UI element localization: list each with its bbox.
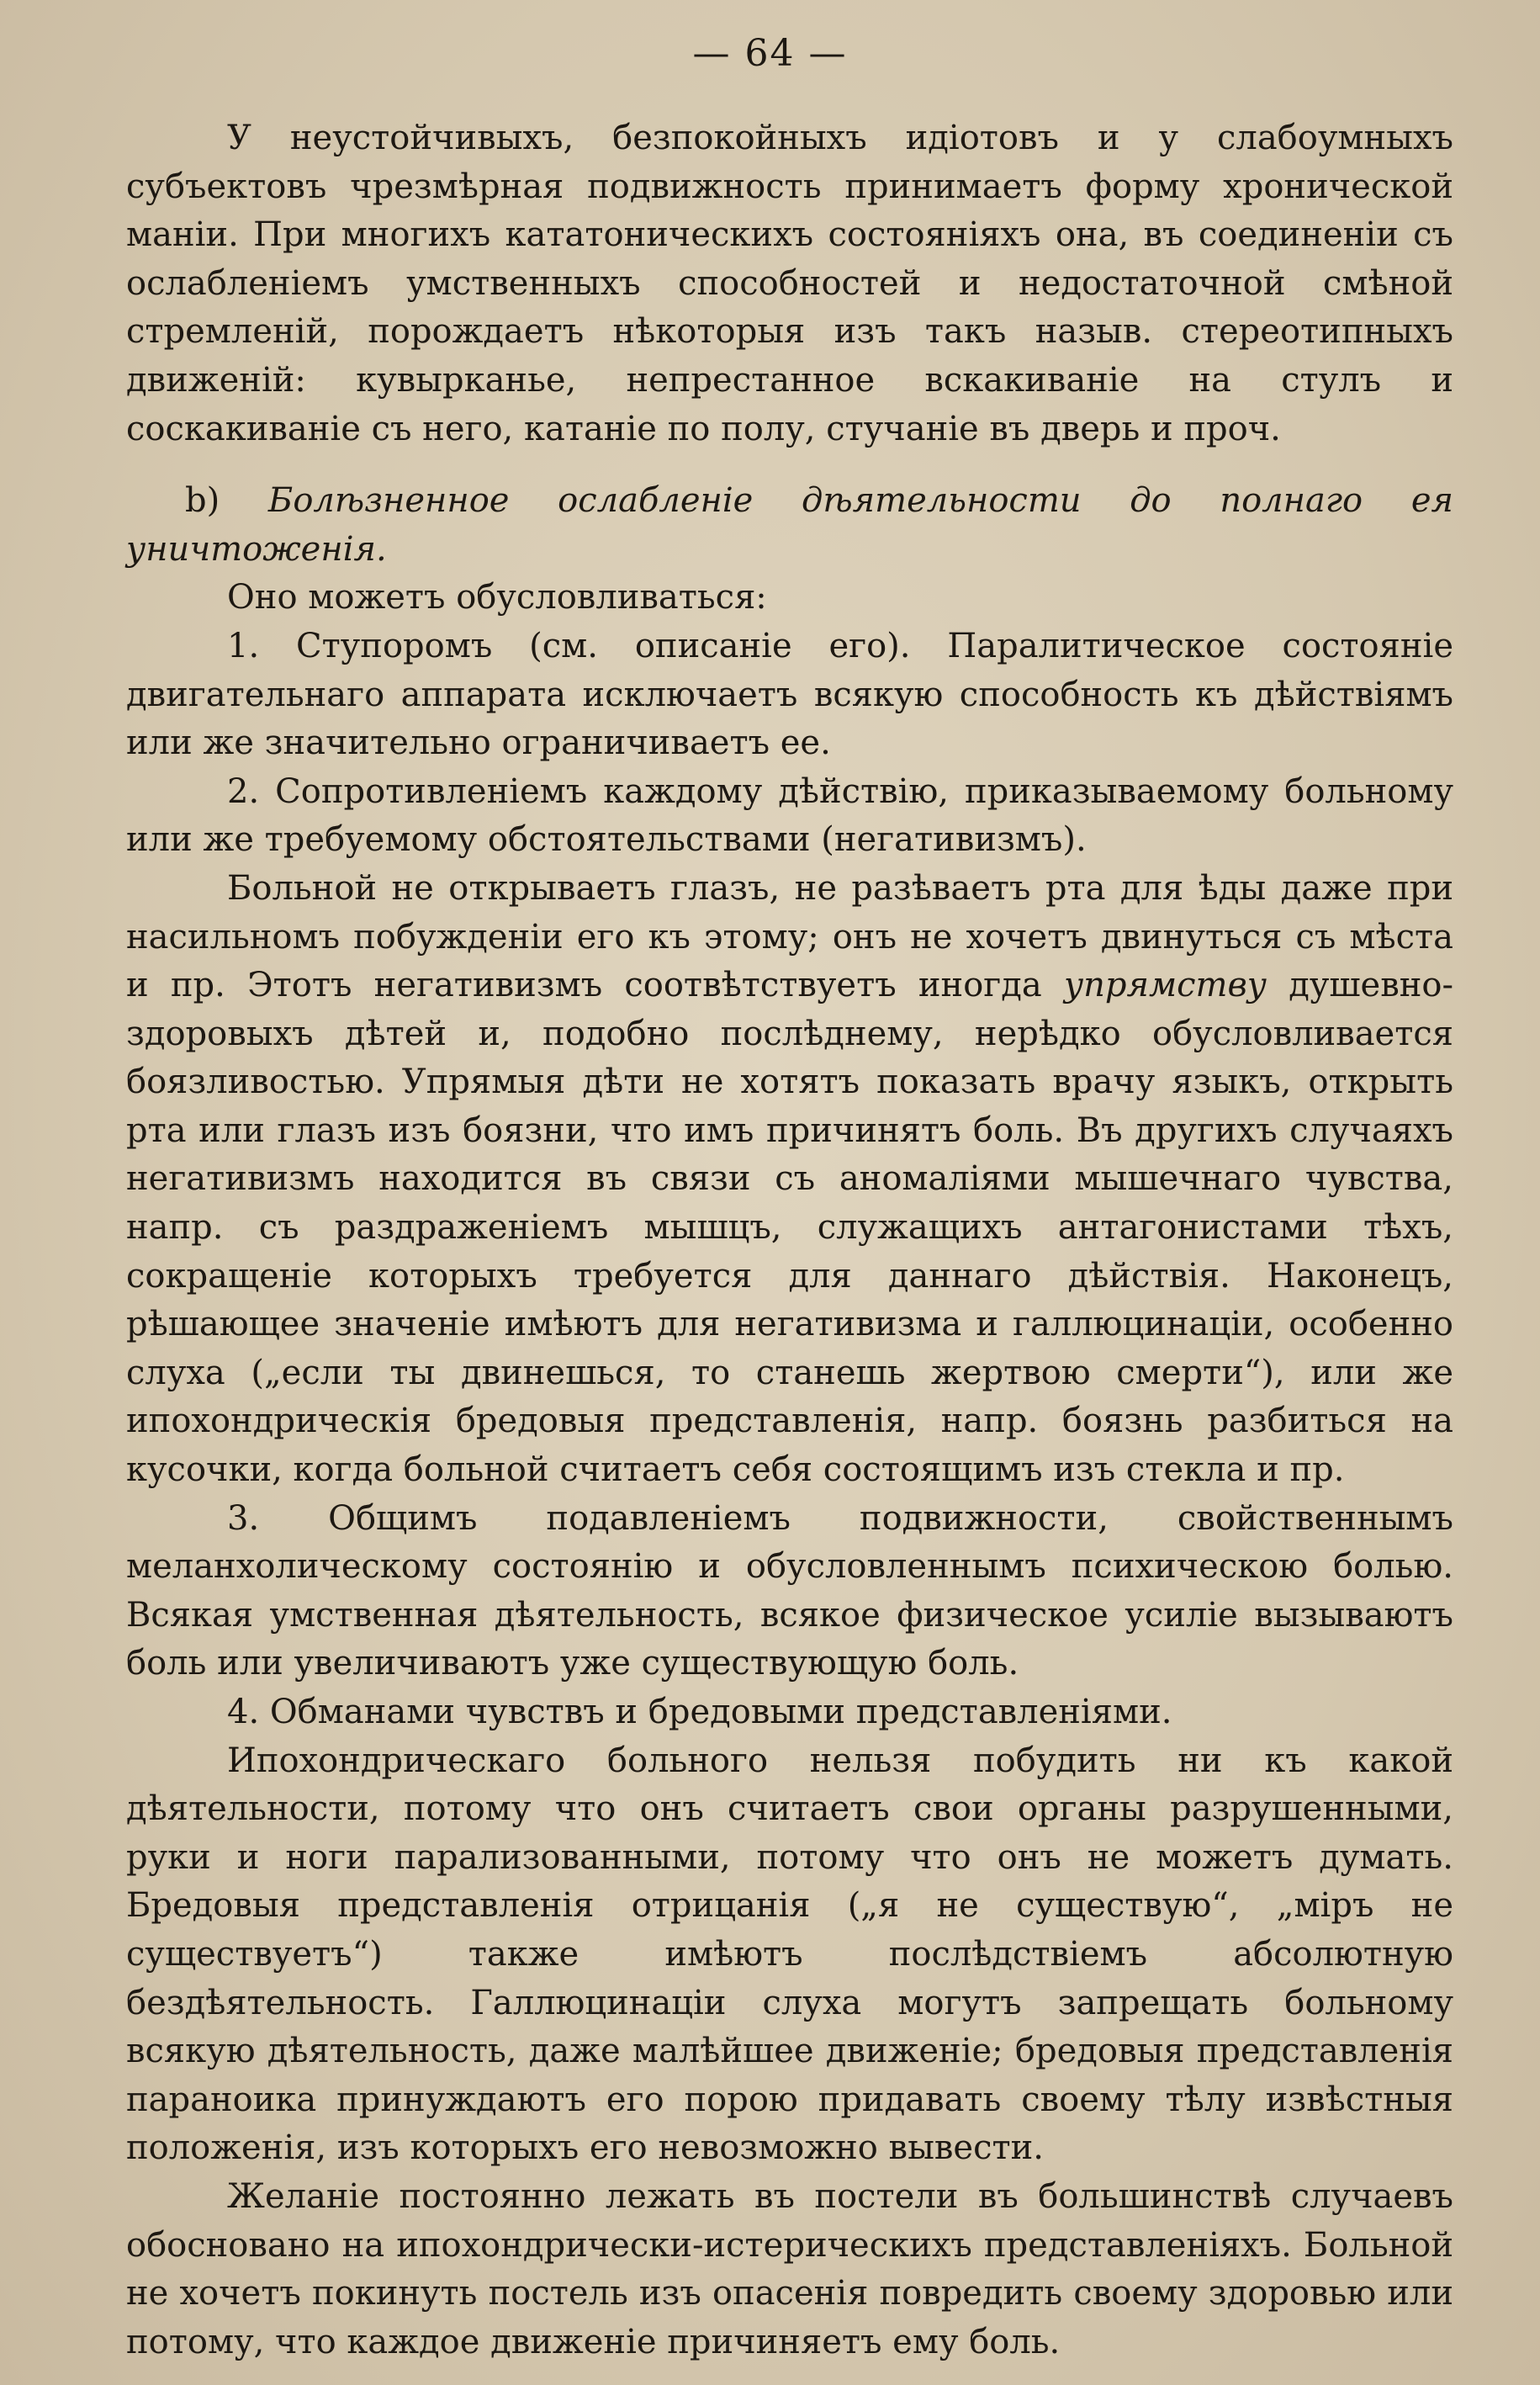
page-number: — 64 —: [692, 32, 848, 75]
section-marker: b): [185, 481, 220, 521]
list-item-stupor: 1. Ступоромъ (см. описаніе его). Паралитическое состояніе двигательнаго аппарата исключаетъ всякую способность къ дѣйствіямъ или же значительно ограничиваетъ ее.: [126, 626, 1453, 763]
paragraph-intro: Оно можетъ обусловливаться:: [227, 578, 767, 617]
list-item-depression: 3. Общимъ подавленіемъ подвижности, свойственнымъ меланхолическому состоянію и обусловленнымъ психическою болью. Всякая умственная дѣятельность, всякое физическое усиліе вызываютъ боль или увеличиваютъ уже существующую боль.: [126, 1498, 1453, 1683]
page-body: [126, 114, 1453, 2366]
paragraph-negativism: [126, 865, 1453, 1495]
paragraph-hypochondriac: Ипохондрическаго больного нельзя побудить ни къ какой дѣятельности, потому что онъ считаетъ свои органы разрушенными, руки и ноги парализованными, потому что онъ не можетъ думать. Бредовыя представленія отрицанія („я не существую“, „міръ не существуетъ“) также имѣютъ послѣдствіемъ абсолютную бездѣятельность. Галлюцинаціи слуха могутъ запрещать больному всякую дѣятельность, даже малѣйшее движеніе; бредовыя представленія параноика принуждаютъ его порою придавать своему тѣлу извѣстныя положенія, изъ которыхъ его невозможно вывести.: [126, 1741, 1453, 2168]
section-heading: [126, 477, 1453, 574]
negativism-emphasis: упрямству: [1063, 966, 1267, 1005]
paragraph-mania: У неустойчивыхъ, безпокойныхъ идіотовъ и у слабоумныхъ субъектовъ чрезмѣрная подвижность принимаетъ форму хронической маніи. При многихъ кататоническихъ состояніяхъ она, въ соединеніи съ ослабленіемъ умственныхъ способностей и недостаточной смѣной стремленій, порождаетъ нѣкоторыя изъ такъ назыв. стереотипныхъ движеній: кувырканье, непрестанное вскакиваніе на стулъ и соскакиваніе съ него, катаніе по полу, стучаніе въ дверь и проч.: [126, 119, 1453, 448]
list-item-delusions: 4. Обманами чувствъ и бредовыми представленіями.: [227, 1693, 1172, 1731]
negativism-text-after: душевно-здоровыхъ дѣтей и, подобно послѣднему, нерѣдко обусловливается боязливостью. Упрямыя дѣти не хотятъ показать врачу языкъ, открыть рта или глазъ изъ боязни, что имъ причинятъ боль. Въ другихъ случаяхъ негативизмъ находится въ связи съ аномаліями мышечнаго чувства, напр. съ раздраженіемъ мышцъ, служащихъ антагонистами тѣхъ, сокращеніе которыхъ требуется для даннаго дѣйствія. Наконецъ, рѣшающее значеніе имѣютъ для негативизма и галлюцинаціи, особенно слуха („если ты двинешься, то станешь жертвою смерти“), или же ипохондрическія бредовыя представленія, напр. боязнь разбиться на кусочки, когда больной считаетъ себя состоящимъ изъ стекла и пр.: [126, 966, 1453, 1490]
list-item-negativism: 2. Сопротивленіемъ каждому дѣйствію, приказываемому больному или же требуемому обстоятельствами (негативизмъ).: [126, 771, 1453, 860]
paragraph-bed: Желаніе постоянно лежать въ постели въ большинствѣ случаевъ обосновано на ипохондрически-истерическихъ представленіяхъ. Больной не хочетъ покинуть постель изъ опасенія повредить своему здоровью или потому, что каждое движеніе причиняетъ ему боль.: [126, 2176, 1453, 2361]
section-title: Болѣзненное ослабленіе дѣятельности до полнаго ея уничтоженія.: [126, 481, 1453, 569]
negativism-text-before: Больной не открываетъ глазъ, не разѣваетъ рта для ѣды даже при насильномъ побужденіи его къ этому; онъ не хочетъ двинуться съ мѣста и пр. Этотъ негативизмъ соотвѣтствуетъ иногда: [126, 868, 1453, 1005]
